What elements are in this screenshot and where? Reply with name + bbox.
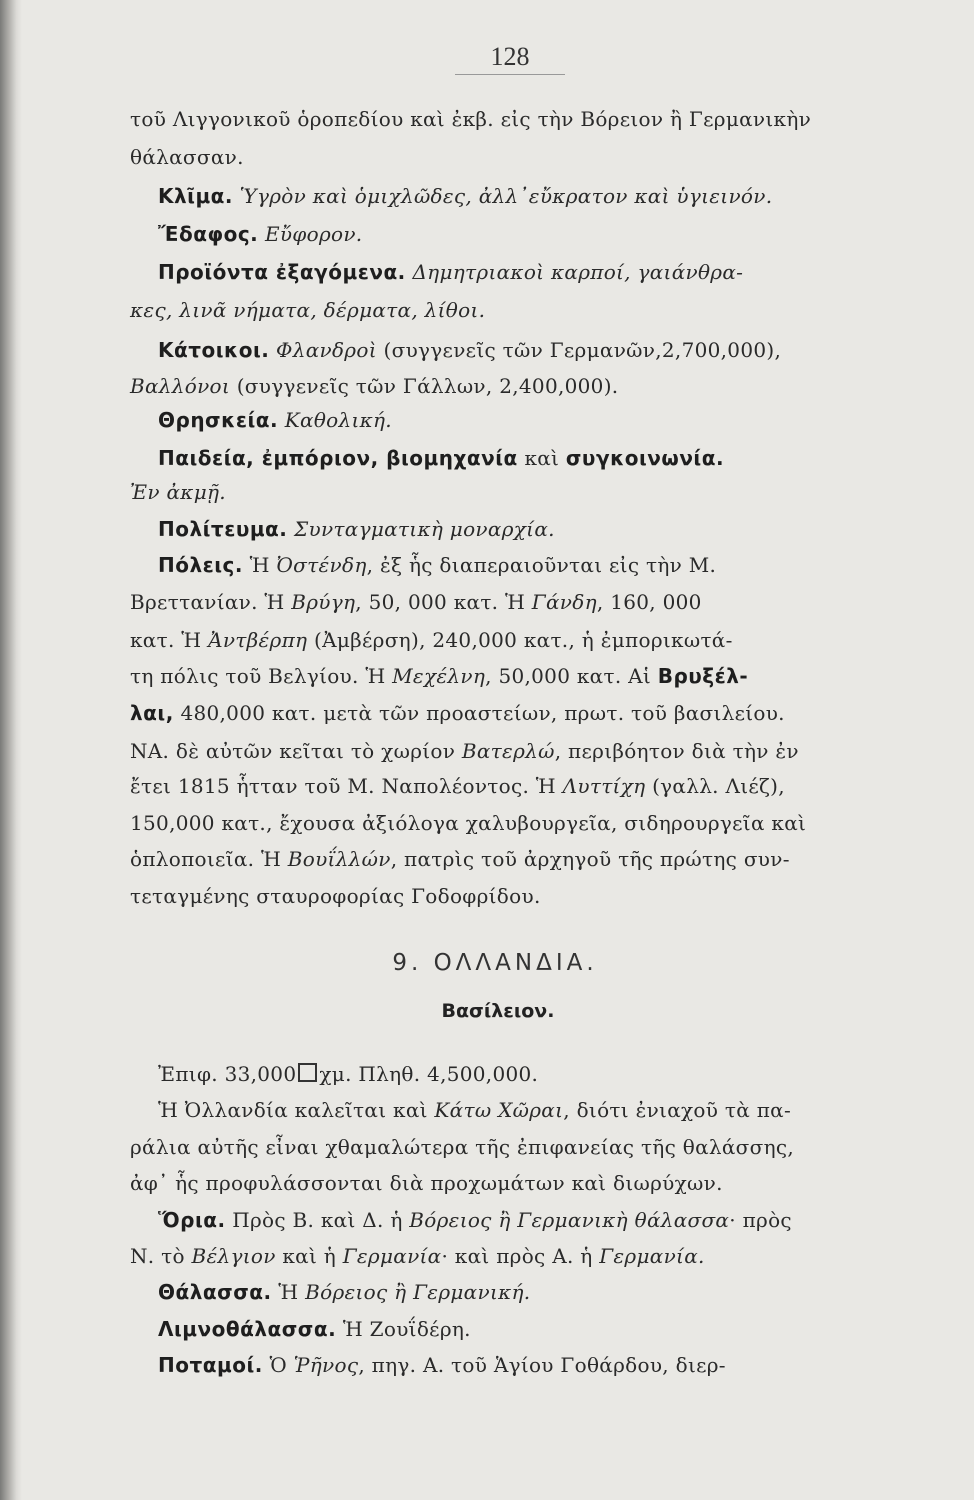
education-entry: Παιδεία, ἐμπόριον, βιομηχανία καὶ συγκοινωνία. [158,446,725,470]
cities-entry: Πόλεις. Ἡ Ὀστένδη, ἐξ ἧς διαπεραιοῦνται εἰς τὴν Μ. [158,553,717,577]
page-number: 128 [490,42,530,71]
lagoon-heading: Λιμνοθάλασσα. [158,1317,337,1341]
climate-entry: Κλῖμα. Ὑγρὸν καὶ ὁμιχλῶδες, ἀλλ᾽εὔκρατον καὶ ὑγιεινόν. [158,184,773,208]
inhabitants-heading: Κάτοικοι. [158,338,270,362]
soil-entry: Ἔδαφος. Εὔφορον. [158,222,363,246]
education-heading: Παιδεία, ἐμπόριον, βιομηχανία [158,446,518,470]
products-entry: Προϊόντα ἐξαγόμενα. Δημητριακοὶ καρποί, γαιάνθρα- [158,260,744,284]
text-line-2: θάλασσαν. [130,145,244,169]
inhabitants-entry: Κάτοικοι. Φλανδροὶ (συγγενεῖς τῶν Γερμανῶν,2,700,000), [158,338,782,362]
inhabitants-entry-cont: Βαλλόνοι (συγγενεῖς τῶν Γάλλων, 2,400,000). [130,374,619,398]
cities-line-9: ὁπλοποιεῖα. Ἡ Βουΐλλών, πατρὶς τοῦ ἀρχηγοῦ τῆς πρώτης συν- [130,847,790,871]
borders-entry-cont: Ν. τὸ Βέλγιον καὶ ἡ Γερμανία· καὶ πρὸς Α. ἡ Γερμανία. [130,1244,705,1268]
area-population-line: Ἐπιφ. 33,000 χμ. Πληθ. 4,500,000. [158,1062,539,1086]
products-entry-cont: κες, λινᾶ νήματα, δέρματα, λίθοι. [130,298,486,322]
sea-entry: Θάλασσα. Ἡ Βόρειος ἢ Γερμανική. [158,1280,531,1304]
cities-line-7: ἔτει 1815 ἧτταν τοῦ Μ. Ναπολέοντος. Ἡ Λυττίχη (γαλλ. Λιέζ), [130,774,785,798]
holland-para-line-1: Ἡ Ὀλλανδία καλεῖται καὶ Κάτω Χῶραι, διότι ἐνιαχοῦ τὰ πα- [158,1098,792,1122]
page-edge-shadow [0,0,22,1500]
cities-line-4: τη πόλις τοῦ Βελγίου. Ἡ Μεχέλνη, 50,000 κατ. Αἱ Βρυξέλ- [130,664,749,688]
borders-heading: Ὅρια. [158,1208,226,1232]
cities-line-3: κατ. Ἡ Ἀντβέρπη (Ἀμβέρση), 240,000 κατ., ἡ ἐμπορικωτά- [130,628,733,652]
rivers-heading: Ποταμοί. [158,1353,263,1377]
text-line-1: τοῦ Λιγγονικοῦ ὁροπεδίου καὶ ἐκβ. εἰς τὴν Βόρειον ἢ Γερμανικὴν [130,107,812,131]
education-entry-cont: Ἐν ἀκμῇ. [130,480,226,504]
section-heading: 9. ΟΛΛΑΝΔΙΑ. [392,950,598,976]
cities-line-5: λαι, 480,000 κατ. μετὰ τῶν προαστείων, πρωτ. τοῦ βασιλείου. [130,701,785,725]
cities-line-10: τεταγμένης σταυροφορίας Γοδοφρίδου. [130,884,541,908]
cities-line-8: 150,000 κατ., ἔχουσα ἀξιόλογα χαλυβουργεῖα, σιδηρουργεῖα καὶ [130,811,807,835]
religion-entry: Θρησκεία. Καθολική. [158,408,392,432]
soil-heading: Ἔδαφος. [158,222,259,246]
holland-para-line-2: ράλια αὐτῆς εἶναι χθαμαλώτερα τῆς ἐπιφανείας τῆς θαλάσσης, [130,1135,795,1159]
cities-line-6: ΝΑ. δὲ αὐτῶν κεῖται τὸ χωρίον Βατερλώ, περιβόητον διὰ τὴν ἐν [130,739,799,763]
sea-heading: Θάλασσα. [158,1280,272,1304]
square-symbol [298,1063,317,1082]
lagoon-entry: Λιμνοθάλασσα. Ἡ Ζουΐδέρη. [158,1317,471,1341]
borders-entry: Ὅρια. Πρὸς Β. καὶ Δ. ἡ Βόρειος ἢ Γερμανικὴ θάλασσα· πρὸς [158,1208,792,1232]
header-rule [455,74,565,75]
holland-para-line-3: ἀφ᾽ ἧς προφυλάσσονται διὰ προχωμάτων καὶ διωρύχων. [130,1171,723,1195]
government-entry: Πολίτευμα. Συνταγματικὴ μοναρχία. [158,517,555,541]
climate-heading: Κλῖμα. [158,184,234,208]
products-heading: Προϊόντα ἐξαγόμενα. [158,260,406,284]
sub-heading: Βασίλειον. [441,1000,555,1022]
government-heading: Πολίτευμα. [158,517,288,541]
religion-heading: Θρησκεία. [158,408,279,432]
cities-line-2: Βρεττανίαν. Ἡ Βρύγη, 50, 000 κατ. Ἡ Γάνδη, 160, 000 [130,590,702,614]
rivers-entry: Ποταμοί. Ὁ Ῥῆνος, πηγ. Α. τοῦ Ἁγίου Γοθάρδου, διερ- [158,1353,726,1377]
cities-heading: Πόλεις. [158,553,244,577]
